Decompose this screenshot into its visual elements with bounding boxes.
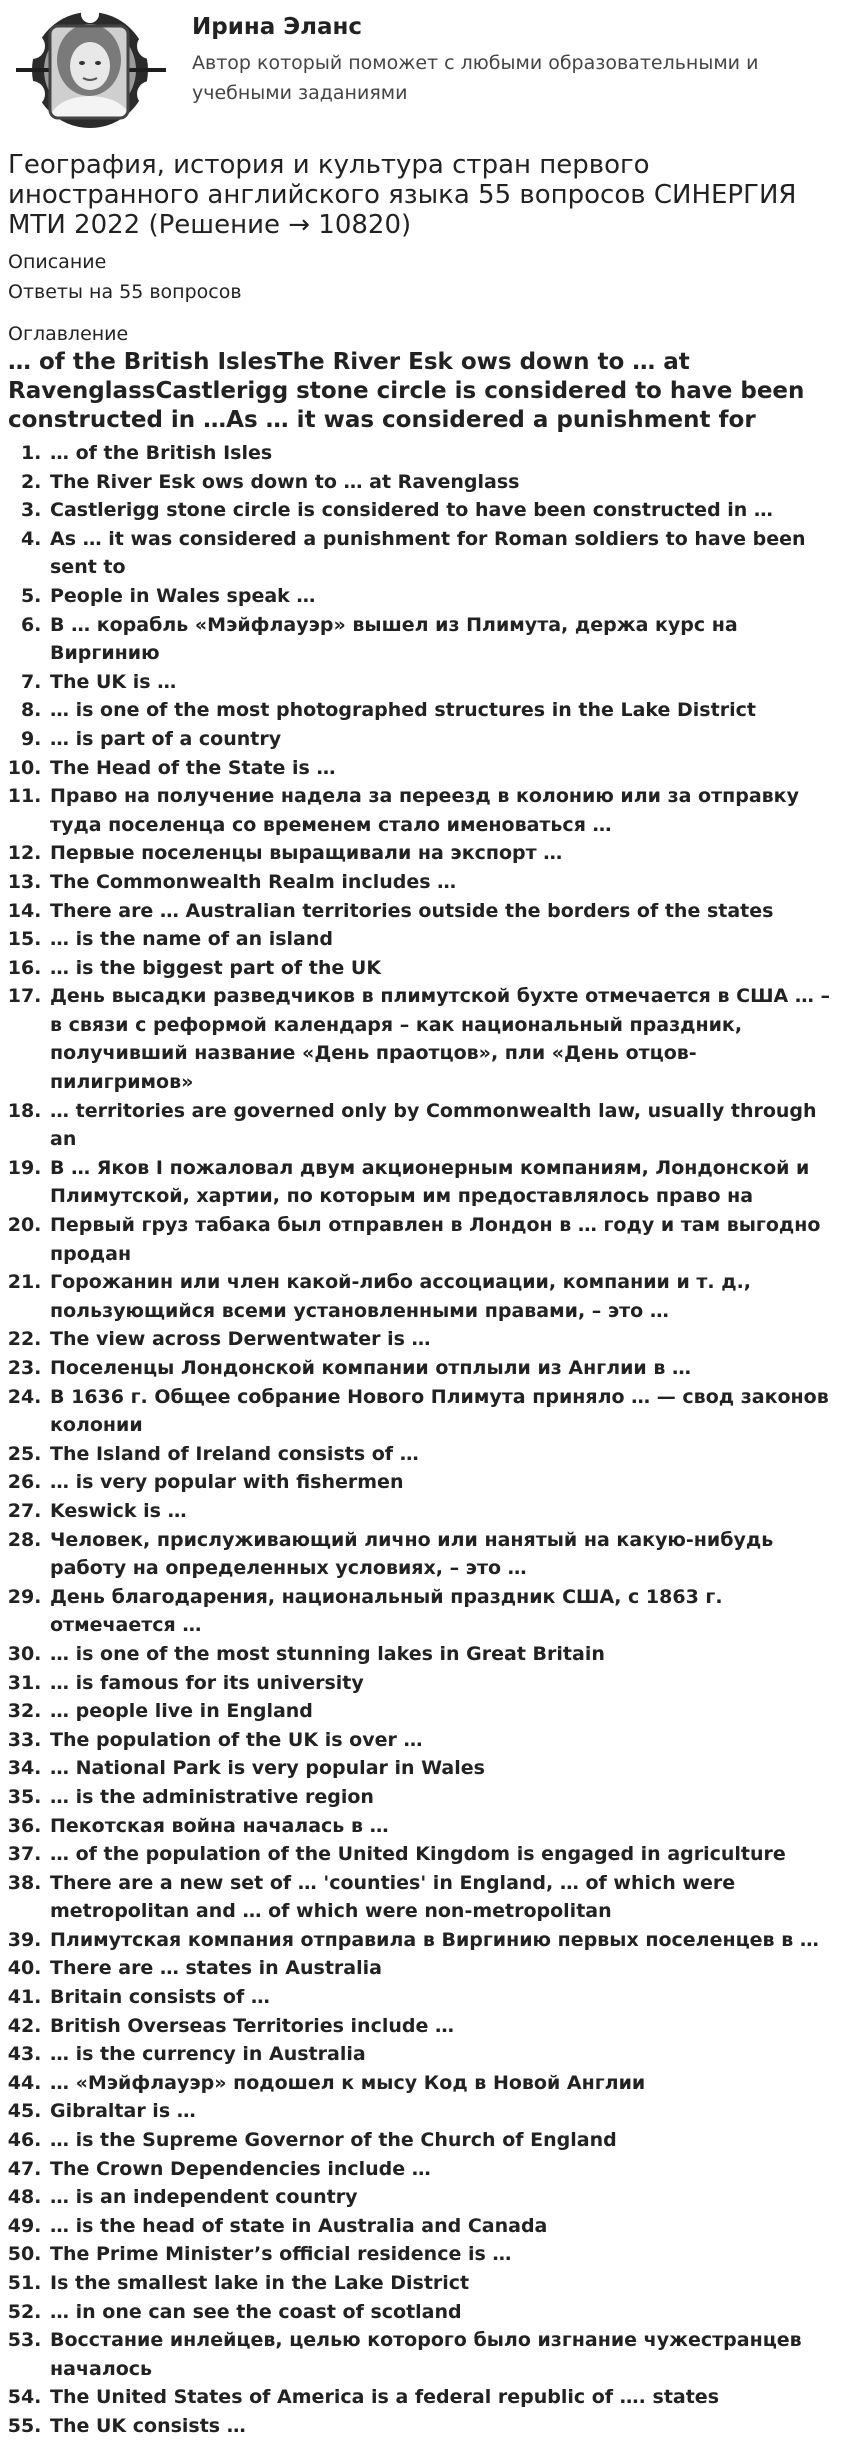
question-item: 37. … of the population of the United Kingdom is engaged in agriculture xyxy=(48,1840,839,1869)
question-item: 26. … is very popular with fishermen xyxy=(48,1468,839,1497)
question-item: 47. The Crown Dependencies include … xyxy=(48,2155,839,2184)
question-item: 22. The view across Derwentwater is … xyxy=(48,1325,839,1354)
author-card xyxy=(8,0,839,138)
description-text: Ответы на 55 вопросов xyxy=(8,281,242,303)
question-item: 8. … is one of the most photographed structures in the Lake District xyxy=(48,696,839,725)
question-item: 51. Is the smallest lake in the Lake District xyxy=(48,2269,839,2298)
question-item: 44. … «Мэйфлауэр» подошел к мысу Код в Новой Англии xyxy=(48,2069,839,2098)
question-item: 10. The Head of the State is … xyxy=(48,754,839,783)
question-item: 21. Горожанин или член какой-либо ассоциации, компании и т. д., пользующийся всеми установленными правами, – это … xyxy=(48,1268,839,1325)
author-avatar[interactable] xyxy=(10,8,172,130)
question-item: 46. … is the Supreme Governor of the Church of England xyxy=(48,2126,839,2155)
question-item: 36. Пекотская война началась в … xyxy=(48,1812,839,1841)
question-item: 25. The Island of Ireland consists of … xyxy=(48,1440,839,1469)
question-item: 39. Плимутская компания отправила в Виргинию первых поселенцев в … xyxy=(48,1926,839,1955)
question-item: 29. День благодарения, национальный праздник США, с 1863 г. отмечается … xyxy=(48,1583,839,1640)
question-item: 18. … territories are governed only by Commonwealth law, usually through an xyxy=(48,1097,839,1154)
question-item: 23. Поселенцы Лондонской компании отплыли из Англии в … xyxy=(48,1354,839,1383)
question-item: 33. The population of the UK is over … xyxy=(48,1726,839,1755)
toc-label: Оглавление xyxy=(8,323,129,345)
author-name[interactable]: Ирина Эланс xyxy=(192,14,363,40)
question-item: 54. The United States of America is a federal republic of …. states xyxy=(48,2383,839,2412)
question-item: 55. The UK consists … xyxy=(48,2412,839,2441)
question-item: 34. … National Park is very popular in Wales xyxy=(48,1754,839,1783)
question-item: 52. … in one can see the coast of scotland xyxy=(48,2298,839,2327)
question-item: 17. День высадки разведчиков в плимутской бухте отмечается в США … – в связи с реформой календаря – как национальный праздник, получивший название «День праотцов», пли «День отцов-пилигримов» xyxy=(48,982,839,1096)
question-item: 16. … is the biggest part of the UK xyxy=(48,954,839,983)
question-item: 31. … is famous for its university xyxy=(48,1669,839,1698)
page-title: География, история и культура стран первого иностранного английского языка 55 вопросов СИНЕРГИЯ МТИ 2022 (Решение → 10820) xyxy=(8,150,797,240)
film-reel-avatar-icon xyxy=(10,8,172,130)
question-item: 19. В … Яков I пожаловал двум акционерным компаниям, Лондонской и Плимутской, хартии, по которым им предоставлялось право на xyxy=(48,1154,839,1211)
question-item: 7. The UK is … xyxy=(48,668,839,697)
question-item: 9. … is part of a country xyxy=(48,725,839,754)
question-item: 5. People in Wales speak … xyxy=(48,582,839,611)
question-item: 30. … is one of the most stunning lakes in Great Britain xyxy=(48,1640,839,1669)
questions-list xyxy=(8,439,839,2441)
question-item: 14. There are … Australian territories outside the borders of the states xyxy=(48,897,839,926)
question-item: 35. … is the administrative region xyxy=(48,1783,839,1812)
question-item: 41. Britain consists of … xyxy=(48,1983,839,2012)
question-item: 4. As … it was considered a punishment for Roman soldiers to have been sent to xyxy=(48,525,839,582)
question-item: 15. … is the name of an island xyxy=(48,925,839,954)
question-item: 38. There are a new set of … 'counties' in England, … of which were metropolitan and … of which were non-metropolitan xyxy=(48,1869,839,1926)
question-item: 11. Право на получение надела за переезд в колонию или за отправку туда поселенца со временем стало именоваться … xyxy=(48,782,839,839)
author-description: Автор который поможет с любыми образовательными и учебными заданиями xyxy=(192,52,759,104)
question-item: 53. Восстание инлейцев, целью которого было изгнание чужестранцев началось xyxy=(48,2326,839,2383)
question-item: 27. Keswick is … xyxy=(48,1497,839,1526)
question-item: 50. The Prime Minister’s official residence is … xyxy=(48,2240,839,2269)
question-item: 24. В 1636 г. Общее собрание Нового Плимута приняло … — свод законов колонии xyxy=(48,1383,839,1440)
question-item: 40. There are … states in Australia xyxy=(48,1954,839,1983)
question-item: 3. Castlerigg stone circle is considered to have been constructed in … xyxy=(48,496,839,525)
question-item: 42. British Overseas Territories include … xyxy=(48,2012,839,2041)
question-item: 49. … is the head of state in Australia and Canada xyxy=(48,2212,839,2241)
question-item: 32. … people live in England xyxy=(48,1697,839,1726)
toc-summary: … of the British IslesThe River Esk ows down to … at RavenglassCastlerigg stone circle is considered to have been constructed in …As … it was considered a punishment for xyxy=(8,349,805,433)
question-item: 12. Первые поселенцы выращивали на экспорт … xyxy=(48,839,839,868)
question-item: 43. … is the currency in Australia xyxy=(48,2040,839,2069)
question-item: 20. Первый груз табака был отправлен в Лондон в … году и там выгодно продан xyxy=(48,1211,839,1268)
question-item: 6. В … корабль «Мэйфлауэр» вышел из Плимута, держа курс на Виргинию xyxy=(48,611,839,668)
question-item: 48. … is an independent country xyxy=(48,2183,839,2212)
author-info xyxy=(192,8,792,108)
description-label: Описание xyxy=(8,251,107,273)
question-item: 2. The River Esk ows down to … at Ravenglass xyxy=(48,468,839,497)
question-item: 13. The Commonwealth Realm includes … xyxy=(48,868,839,897)
question-item: 28. Человек, прислуживающий лично или нанятый на какую-нибудь работу на определенных условиях, – это … xyxy=(48,1526,839,1583)
question-item: 1. … of the British Isles xyxy=(48,439,839,468)
question-item: 45. Gibraltar is … xyxy=(48,2097,839,2126)
